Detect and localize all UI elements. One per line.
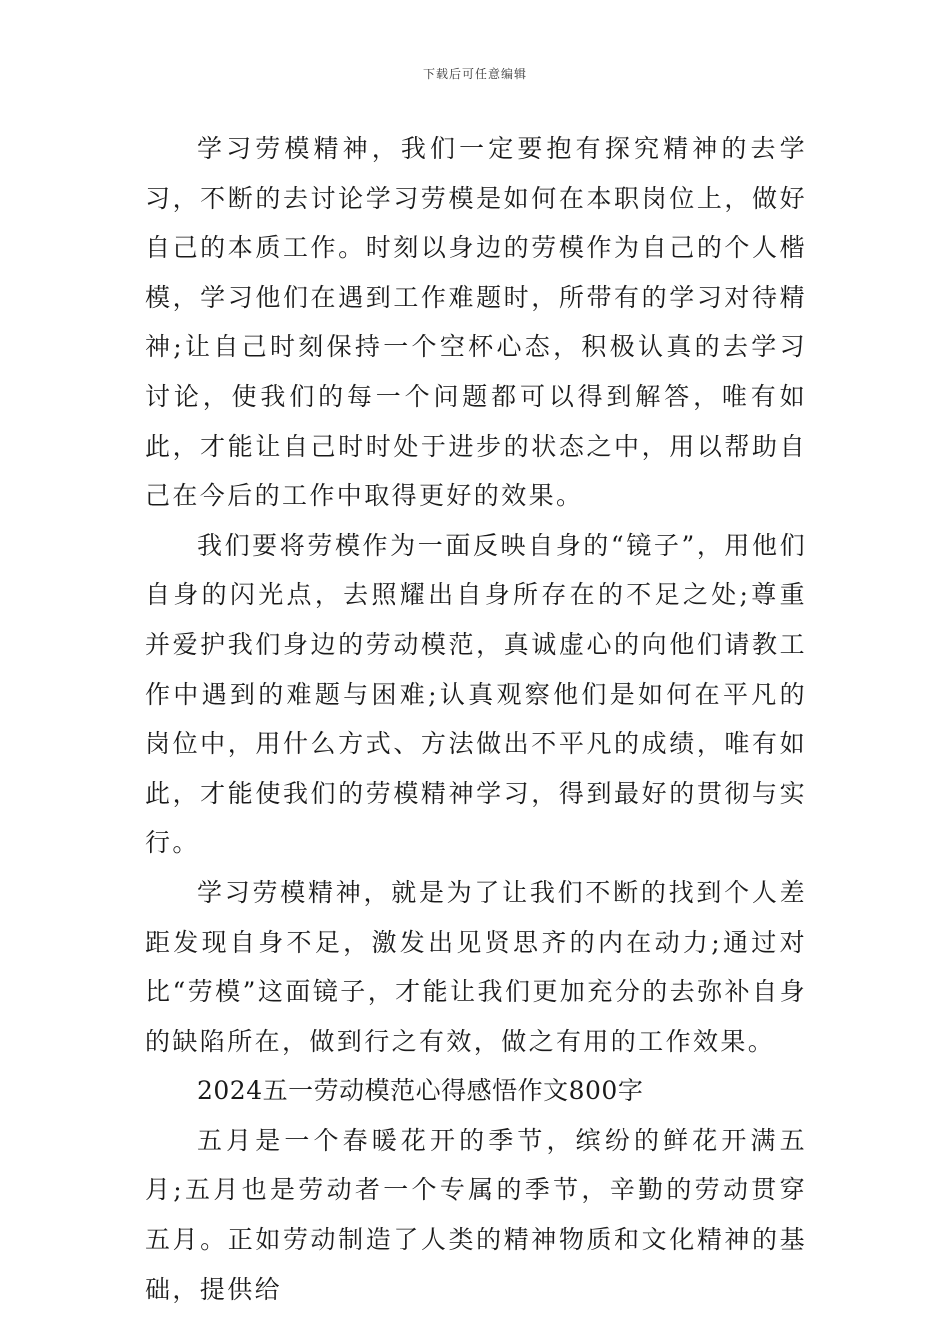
paragraph-1: 学习劳模精神，我们一定要抱有探究精神的去学习，不断的去讨论学习劳模是如何在本职岗位上，做好自己的本质工作。时刻以身边的劳模作为自己的个人楷模，学习他们在遇到工作难题时，所带有的学习对待精神;让自己时刻保持一个空杯心态，积极认真的去学习讨论，使我们的每一个问题都可以得到解答，唯有如此，才能让自己时时处于进步的状态之中，用以帮助自己在今后的工作中取得更好的效果。 [145,134,807,511]
section-heading: 2024五一劳动模范心得感悟作文800字 [197,1076,644,1106]
paragraph-4: 五月是一个春暖花开的季节，缤纷的鲜花开满五月;五月也是劳动者一个专属的季节，辛勤的劳动贯穿五月。正如劳动制造了人类的精神物质和文化精神的基础，提供给 [145,1125,807,1304]
paragraph-2: 我们要将劳模作为一面反映自身的“镜子”，用他们自身的闪光点，去照耀出自身所存在的不足之处;尊重并爱护我们身边的劳动模范，真诚虚心的向他们请教工作中遇到的难题与困难;认真观察他们是如何在平凡的岗位中，用什么方式、方法做出不平凡的成绩，唯有如此，才能使我们的劳模精神学习，得到最好的贯彻与实行。 [145,530,807,858]
document-body [145,124,807,1314]
paragraph-3: 学习劳模精神，就是为了让我们不断的找到个人差距发现自身不足，激发出见贤思齐的内在动力;通过对比“劳模”这面镜子，才能让我们更加充分的去弥补自身的缺陷所在，做到行之有效，做之有用的工作效果。 [145,877,807,1056]
download-note: 下载后可任意编辑 [422,67,527,81]
